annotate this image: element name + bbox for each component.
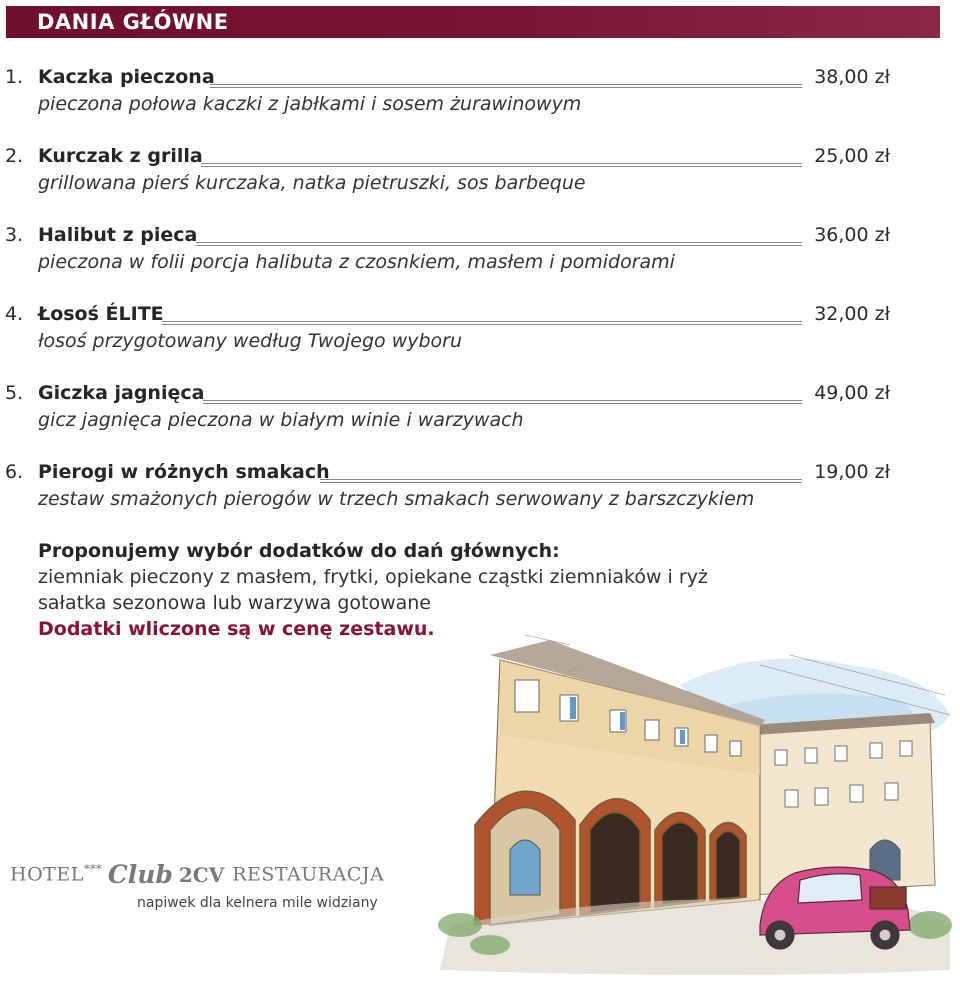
side-dishes-line: sałatka sezonowa lub warzywa gotowane bbox=[38, 592, 431, 614]
item-description: gicz jagnięca pieczona w białym winie i warzywach bbox=[38, 409, 524, 431]
item-price: 49,00 zł bbox=[814, 382, 890, 404]
menu-item bbox=[0, 459, 960, 519]
item-name: Kaczka pieczona bbox=[38, 66, 215, 88]
item-name: Kurczak z grilla bbox=[38, 145, 203, 167]
restaurant-logo bbox=[10, 860, 410, 894]
item-number: 4. bbox=[5, 303, 24, 325]
item-description: grillowana pierś kurczaka, natka pietruszki, sos barbeque bbox=[38, 172, 586, 194]
item-number: 2. bbox=[5, 145, 24, 167]
menu-item bbox=[0, 64, 960, 124]
item-price: 38,00 zł bbox=[814, 66, 890, 88]
logo-stars: *** bbox=[83, 862, 102, 876]
item-number: 3. bbox=[5, 224, 24, 246]
item-name: Pierogi w różnych smakach bbox=[38, 461, 330, 483]
dot-leader bbox=[210, 84, 802, 88]
item-price: 32,00 zł bbox=[814, 303, 890, 325]
logo-hotel: HOTEL bbox=[10, 863, 84, 886]
logo-2cv: 2CV bbox=[178, 862, 225, 887]
item-number: 5. bbox=[5, 382, 24, 404]
item-price: 19,00 zł bbox=[814, 461, 890, 483]
menu-item bbox=[0, 380, 960, 440]
item-description: łosoś przygotowany według Twojego wyboru bbox=[38, 330, 463, 352]
menu-item bbox=[0, 222, 960, 282]
menu-item bbox=[0, 301, 960, 361]
item-name: Giczka jagnięca bbox=[38, 382, 205, 404]
dot-leader bbox=[203, 400, 802, 404]
side-dishes-note: Dodatki wliczone są w cenę zestawu. bbox=[38, 618, 435, 640]
item-price: 36,00 zł bbox=[814, 224, 890, 246]
courtyard-illustration bbox=[430, 625, 955, 980]
item-name: Halibut z pieca bbox=[38, 224, 198, 246]
dot-leader bbox=[196, 242, 802, 246]
section-header-bar bbox=[6, 6, 940, 38]
menu-item bbox=[0, 143, 960, 203]
item-description: pieczona połowa kaczki z jabłkami i sosem żurawinowym bbox=[38, 93, 582, 115]
side-dishes-line: ziemniak pieczony z masłem, frytki, opiekane cząstki ziemniaków i ryż bbox=[38, 566, 708, 588]
dot-leader bbox=[162, 321, 802, 325]
side-dishes-title: Proponujemy wybór dodatków do dań głównych: bbox=[38, 540, 560, 562]
item-number: 1. bbox=[5, 66, 24, 88]
item-number: 6. bbox=[5, 461, 24, 483]
item-description: zestaw smażonych pierogów w trzech smakach serwowany z barszczykiem bbox=[38, 488, 755, 510]
logo-club: Club bbox=[107, 860, 173, 889]
logo-restaurant: RESTAURACJA bbox=[232, 863, 385, 886]
section-title: DANIA GŁÓWNE bbox=[37, 10, 229, 34]
item-price: 25,00 zł bbox=[814, 145, 890, 167]
item-name: Łosoś ÉLITE bbox=[38, 303, 164, 325]
dot-leader bbox=[320, 479, 802, 483]
dot-leader bbox=[201, 163, 802, 167]
tip-note: napiwek dla kelnera mile widziany bbox=[137, 895, 378, 911]
inner-window bbox=[510, 840, 540, 895]
item-description: pieczona w folii porcja halibuta z czosnkiem, masłem i pomidorami bbox=[38, 251, 675, 273]
